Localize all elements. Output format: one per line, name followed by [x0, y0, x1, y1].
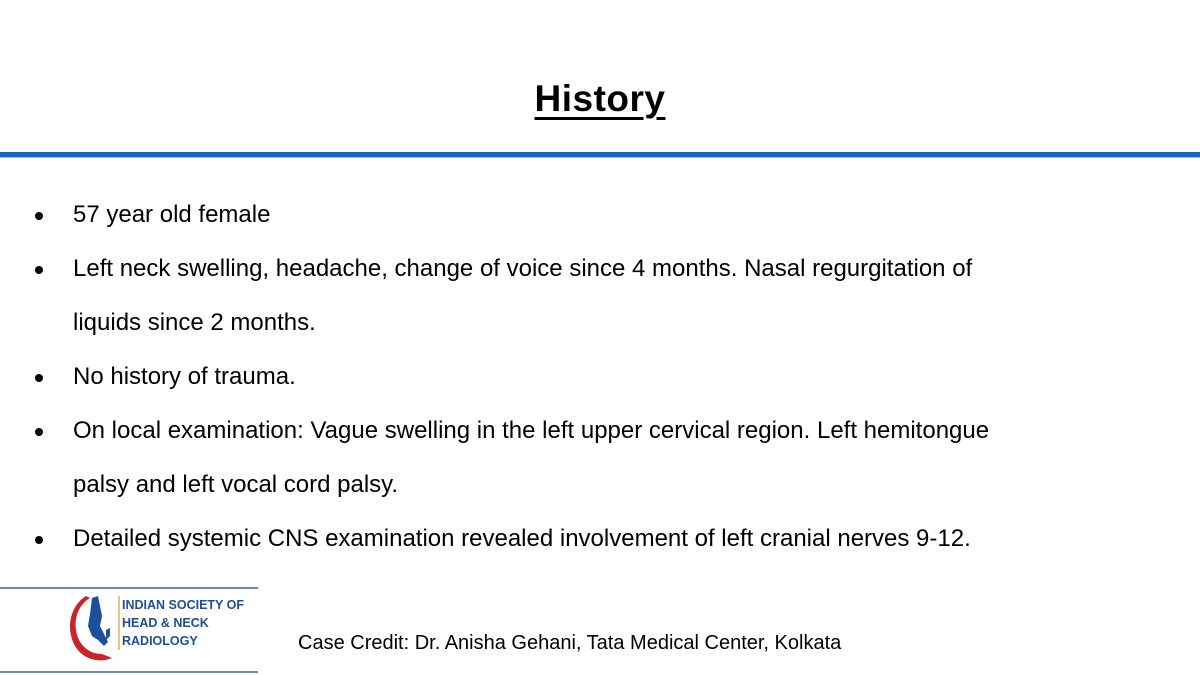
bullet-item: On local examination: Vague swelling in the left upper cervical region. Left hemitongue: [73, 417, 990, 444]
bullet-dot-icon: [35, 266, 43, 274]
slide-title-text: History: [534, 78, 666, 119]
isnhr-logo-icon: [66, 592, 120, 668]
bullet-item-continuation: liquids since 2 months.: [73, 309, 316, 336]
slide-title: [0, 78, 1200, 120]
logo-text-line: INDIAN SOCIETY OF: [122, 598, 245, 612]
bullet-item: Detailed systemic CNS examination revealed involvement of left cranial nerves 9-12.: [73, 525, 971, 552]
bullet-dot-icon: [35, 428, 43, 436]
bullet-dot-icon: [35, 212, 43, 220]
bullet-dot-icon: [35, 374, 43, 382]
footer-divider-bottom: [0, 671, 258, 673]
bullet-item: No history of trauma.: [73, 363, 296, 390]
logo-text-line: RADIOLOGY: [122, 634, 198, 648]
case-credit: Case Credit: Dr. Anisha Gehani, Tata Medical Center, Kolkata: [298, 632, 842, 654]
bullet-item-continuation: palsy and left vocal cord palsy.: [73, 471, 399, 498]
footer-divider-top: [0, 587, 258, 589]
logo-text: [122, 596, 244, 650]
bullet-dot-icon: [35, 536, 43, 544]
bullet-item: 57 year old female: [73, 201, 271, 228]
logo-separator: [118, 596, 120, 650]
logo-text-line: HEAD & NECK: [122, 616, 209, 630]
bullet-item: Left neck swelling, headache, change of voice since 4 months. Nasal regurgitation of: [73, 255, 973, 282]
title-divider-highlight: [0, 157, 1200, 158]
